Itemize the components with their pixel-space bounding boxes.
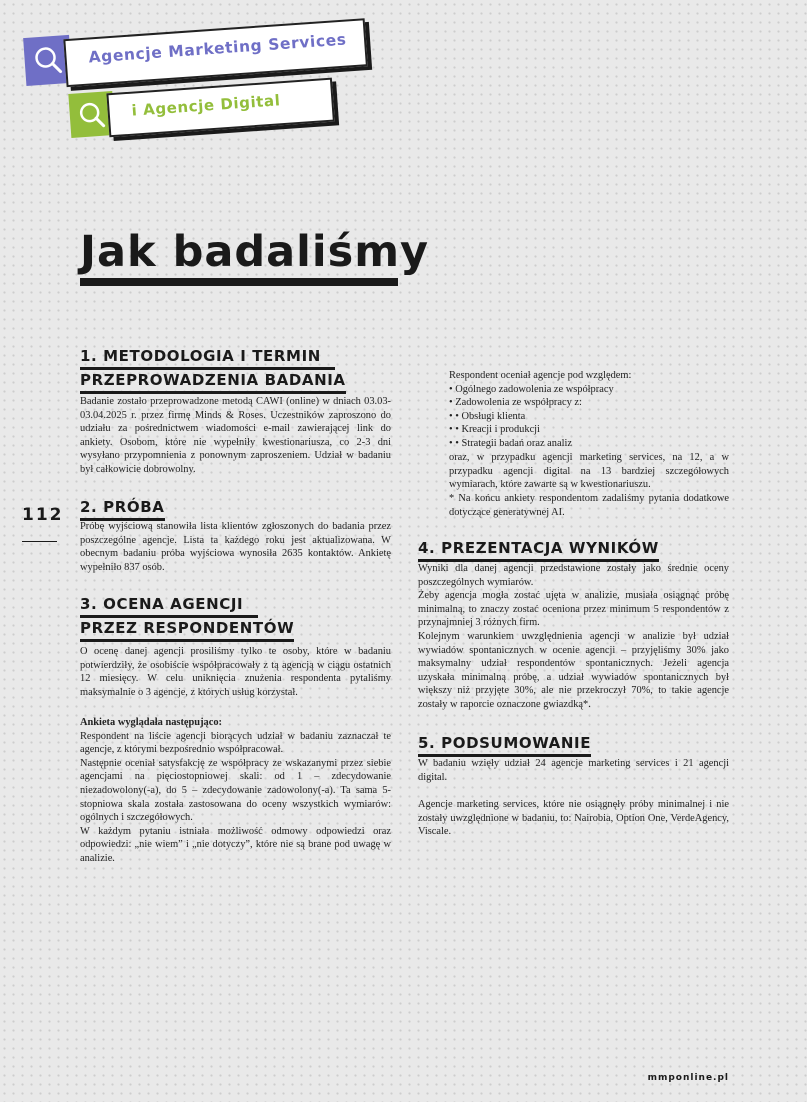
criteria-line: • • Obsługi klienta [449, 410, 526, 422]
magnifier-icon [77, 99, 109, 131]
section-4-line-2: Żeby agencja mogła zostać ujęta w analizie, musiała osiągnąć próbę minimalną, to znaczy zostać oceniona przez minimum 5 respondentów z przynajmniej 3 różnych firm. [418, 590, 729, 629]
criteria-line: • Ogólnego zadowolenia ze współpracy [449, 383, 614, 395]
section-4-heading [418, 538, 659, 562]
section-3-heading-line-2: PRZEZ RESPONDENTÓW [80, 618, 294, 642]
section-5-body-2: Agencje marketing services, które nie osiągnęły próby minimalnej i nie zostały uwzględnione w badaniu, to: Nairobia, Option One, VerdeAgency, Viscale. [418, 799, 729, 838]
criteria-block [449, 369, 729, 451]
section-1-body: Badanie zostało przeprowadzone metodą CAWI (online) w dniach 03.03-03.04.2025 r. przez firmę Minds & Roses. Uczestników zaproszono do udziału za pośrednictwem wiadomości e-mail zawierającej link do ankiety. Osobom, które nie wypełniły kwestionariusza, co 2-3 dni wysyłano przypomnienia z ponownym zaproszeniem. Udział w badaniu był całkowicie dobrowolny. [80, 396, 391, 475]
section-3-heading [80, 594, 294, 642]
banner-line-2: i Agencje Digital [131, 91, 282, 120]
criteria-line: • • Kreacji i produkcji [449, 424, 540, 436]
survey-block [80, 716, 391, 866]
section-5-body-1: W badaniu wzięły udział 24 agencje marketing services i 21 agencji digital. [418, 758, 729, 783]
criteria-footnote: * Na końcu ankiety respondentom zadaliśmy pytania dodatkowe dotyczące generatywnej AI. [449, 493, 729, 518]
section-4-line-3: Kolejnym warunkiem uwzględnienia agencji w analizie był udział wywiadów spontanicznych w ocenie agencji – przyjęliśmy 30% jako maksymalny udział respondentów spontanicznych. Jeżeli agencja uzyskała minimalną próbę, a udział wywiadów spontanicznych był większy niż przyjęte 30%, ale nie przekroczył 70%, to takie agencje zostały w raporcie oznaczone gwiazdką*. [418, 630, 729, 710]
page-number: 112 [22, 505, 64, 525]
criteria-details: oraz, w przypadku agencji marketing services, na 12, a w przypadku agencji digital na 13 bardziej szczegółowych wymiarach, które zawarte są w kwestionariuszu. [449, 452, 729, 491]
section-1-heading-line-2: PRZEPROWADZENIA BADANIA [80, 370, 346, 394]
section-3-body: O ocenę danej agencji prosiliśmy tylko te osoby, które w badaniu potwierdziły, że osobiście współpracowały z tą agencją w ciągu ostatnich 12 miesięcy. W celu uniknięcia znużenia respondenta pytaliśmy maksymalnie o 3 agencje, z których usług korzystał. [80, 646, 391, 698]
footer-url[interactable]: mmponline.pl [647, 1073, 729, 1083]
section-1-heading [80, 346, 346, 394]
page-number-rule [22, 541, 57, 542]
section-3-heading-line-1: 3. OCENA AGENCJI [80, 594, 258, 618]
section-5-heading-text: 5. PODSUMOWANIE [418, 733, 591, 757]
criteria-line: • Zadowolenia ze współpracy z: [449, 397, 582, 409]
section-4-line-1: Wyniki dla danej agencji przedstawione zostały jako średnie oceny poszczególnych wymiarów. [418, 563, 729, 588]
criteria-line: Respondent oceniał agencje pod względem: [449, 370, 632, 381]
section-5-heading [418, 733, 591, 757]
section-4-body [418, 562, 729, 712]
section-2-heading-text: 2. PRÓBA [80, 497, 165, 521]
banner-strip-2 [106, 78, 335, 138]
survey-line-2: Następnie oceniał satysfakcję ze współpracy ze wskazanymi przez siebie agencjami na pięciostopniowej skali: od 1 – zdecydowanie niezadowolony(-a), do 5 – zdecydowanie zadowolony(-a). Ta sama 5-stopniowa skala została zastosowana do oceny wszystkich wymiarów: ogólnych i szczegółowych. [80, 757, 391, 824]
title-underline [80, 278, 398, 286]
section-2-body: Próbę wyjściową stanowiła lista klientów zgłoszonych do badania przez poszczególne agencje. Lista ta każdego roku jest aktualizowana. W obecnym badaniu próba wyjściowa wynosiła 2635 kontaktów. Ankietę wypełniło 837 osób. [80, 521, 391, 573]
survey-line-1: Respondent na liście agencji biorących udział w badaniu zaznaczał te agencje, z którymi bezpośrednio współpracował. [80, 730, 391, 756]
magnifier-icon [32, 43, 64, 77]
section-2-heading [80, 497, 165, 521]
section-1-heading-line-1: 1. METODOLOGIA I TERMIN [80, 346, 335, 370]
section-4-heading-text: 4. PREZENTACJA WYNIKÓW [418, 538, 659, 562]
banner-line-1: Agencje Marketing Services [88, 30, 348, 67]
survey-label: Ankieta wyglądała następująco: [80, 717, 223, 728]
survey-line-3: W każdym pytaniu istniała możliwość odmowy odpowiedzi oraz odpowiedzi: „nie wiem” i „nie dotyczy”, które nie są brane pod uwagę w analizie. [80, 825, 391, 864]
page-title: Jak badaliśmy [80, 227, 430, 277]
criteria-line: • • Strategii badań oraz analiz [449, 437, 572, 449]
